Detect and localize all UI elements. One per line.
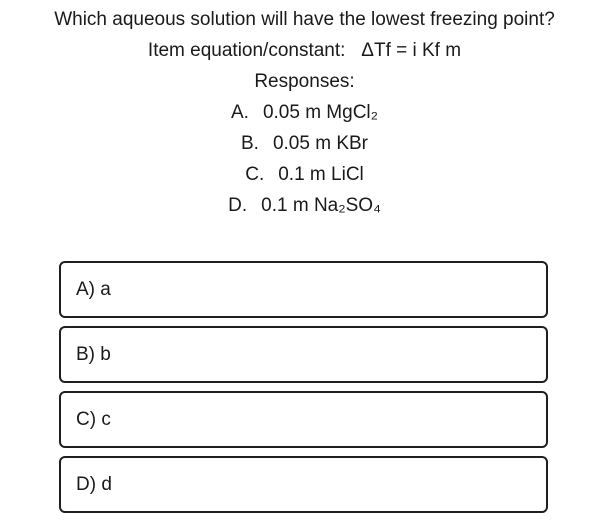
response-text: 0.1 m Na₂SO₄ [261, 195, 381, 216]
question-block [0, 4, 609, 221]
choice-label: B) b [76, 343, 111, 365]
response-letter: B. [241, 133, 259, 154]
equation-line: Item equation/constant: ΔTf = i Kf m [147, 40, 462, 61]
choice-a-button[interactable] [59, 261, 548, 318]
response-text: 0.1 m LiCl [278, 164, 364, 185]
response-letter: C. [245, 164, 265, 185]
choice-c-button[interactable] [59, 391, 548, 448]
choice-label: D) d [76, 473, 112, 495]
choice-b-button[interactable] [59, 326, 548, 383]
response-item-b [0, 128, 609, 159]
response-text: 0.05 m KBr [272, 133, 368, 154]
response-item-d [0, 190, 609, 221]
choice-label: C) c [76, 408, 111, 430]
choice-d-button[interactable] [59, 456, 548, 513]
response-letter: D. [228, 195, 248, 216]
choice-label: A) a [76, 278, 111, 300]
response-letter: A. [230, 102, 249, 123]
response-item-c [0, 159, 609, 190]
response-item-a [0, 97, 609, 128]
responses-label: Responses: [254, 71, 355, 92]
response-text: 0.05 m MgCl₂ [262, 102, 379, 123]
answer-choices [59, 261, 548, 521]
question-text: Which aqueous solution will have the lowest freezing point? [54, 9, 555, 30]
